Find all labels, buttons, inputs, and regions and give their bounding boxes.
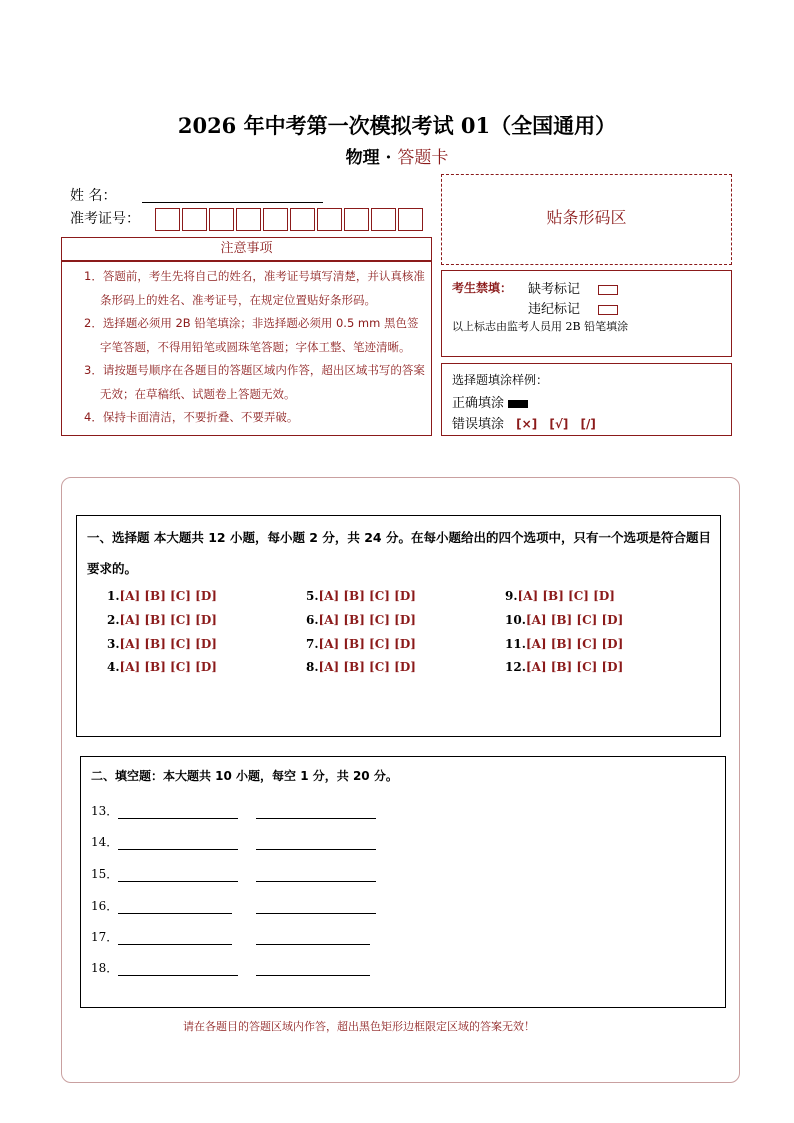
answer-area-warning: 请在各题目的答题区域内作答，超出黑色矩形边框限定区域的答案无效！ bbox=[183, 1020, 535, 1033]
blank-row bbox=[91, 959, 370, 976]
question-row[interactable] bbox=[306, 660, 416, 674]
correct-row bbox=[452, 392, 528, 411]
blank-row bbox=[91, 865, 376, 882]
question-number: 12. bbox=[505, 660, 526, 674]
notice-item: 3．请按题号顺序在各题目的答题区域内作答，超出区域书写的答案无效；在草稿纸、试题卷上答题无效。 bbox=[84, 363, 425, 401]
blank-answer-line[interactable] bbox=[256, 963, 370, 976]
blank-row bbox=[91, 897, 376, 914]
exam-id-cell[interactable] bbox=[344, 208, 369, 231]
notice-item: 1．答题前，考生先将自己的姓名，准考证号填写清楚，并认真核准条形码上的姓名、准考证号，在规定位置贴好条形码。 bbox=[84, 269, 425, 307]
question-number: 4. bbox=[107, 660, 120, 674]
notice-item: 4．保持卡面清洁，不要折叠、不要弄破。 bbox=[84, 410, 299, 424]
question-number: 11. bbox=[505, 637, 526, 651]
option-bubbles[interactable]: [A] [B] [C] [D] bbox=[318, 637, 416, 651]
question-number: 1. bbox=[107, 589, 120, 603]
wrong-mark-x: [×] bbox=[516, 417, 538, 431]
page-subtitle bbox=[0, 143, 794, 168]
exam-id-boxes bbox=[155, 208, 425, 231]
option-bubbles[interactable]: [A] [B] [C] [D] bbox=[119, 637, 217, 651]
answer-card-label: 答题卡 bbox=[397, 148, 449, 168]
option-bubbles[interactable]: [A] [B] [C] [D] bbox=[525, 613, 624, 627]
page-title: 2026 年中考第一次模拟考试 01（全国通用） bbox=[177, 113, 617, 138]
barcode-label: 贴条形码区 bbox=[546, 208, 627, 227]
name-label: 姓 名： bbox=[70, 188, 117, 204]
option-bubbles[interactable]: [A] [B] [C] [D] bbox=[525, 637, 624, 651]
correct-fill-label: 正确填涂 bbox=[452, 396, 505, 411]
question-row[interactable] bbox=[505, 660, 623, 674]
question-number: 10. bbox=[505, 613, 526, 627]
absent-mark-label: 缺考标记 bbox=[528, 282, 581, 297]
notice-item: 2．选择题必须用 2B 铅笔填涂；非选择题必须用 0.5 mm 黑色签字笔答题，不得用铅笔或圆珠笔答题；字体工整、笔迹清晰。 bbox=[84, 316, 419, 354]
blank-answer-line[interactable] bbox=[256, 901, 376, 914]
notice-title: 注意事项 bbox=[220, 241, 273, 256]
wrong-row bbox=[452, 413, 596, 432]
option-bubbles[interactable]: [A] [B] [C] [D] bbox=[119, 589, 217, 603]
question-row[interactable] bbox=[107, 637, 217, 651]
option-bubbles[interactable]: [A] [B] [C] [D] bbox=[517, 589, 615, 603]
absent-mark-box[interactable] bbox=[598, 285, 618, 295]
question-number: 8. bbox=[306, 660, 319, 674]
violation-mark-label: 违纪标记 bbox=[528, 302, 581, 317]
blank-number: 17． bbox=[91, 930, 119, 944]
option-bubbles[interactable]: [A] [B] [C] [D] bbox=[119, 613, 217, 627]
question-row[interactable] bbox=[306, 613, 416, 627]
wrong-mark-check: [√] bbox=[549, 417, 569, 431]
subject-label: 物理 bbox=[345, 148, 380, 168]
notice-panel bbox=[61, 261, 432, 436]
section-fill-blank bbox=[80, 756, 726, 1008]
blank-number: 16． bbox=[91, 899, 119, 913]
option-bubbles[interactable]: [A] [B] [C] [D] bbox=[119, 660, 217, 674]
question-row[interactable] bbox=[306, 589, 416, 603]
question-row[interactable] bbox=[505, 589, 615, 603]
exam-id-label: 准考证号： bbox=[70, 211, 140, 227]
question-number: 9. bbox=[505, 589, 518, 603]
exam-id-cell[interactable] bbox=[371, 208, 396, 231]
blank-answer-line[interactable] bbox=[118, 901, 232, 914]
blank-row bbox=[91, 802, 376, 819]
wrong-fill-label: 错误填涂 bbox=[452, 417, 505, 432]
section-choice-title: 一、选择题 本大题共 12 小题，每小题 2 分，共 24 分。在每小题给出的四个选项中，只有一个选项是符合题目要求的。 bbox=[87, 530, 711, 576]
exam-id-cell[interactable] bbox=[317, 208, 342, 231]
blank-row bbox=[91, 833, 376, 850]
exam-id-cell[interactable] bbox=[290, 208, 315, 231]
subtitle-separator: · bbox=[385, 148, 392, 168]
forbidden-panel bbox=[441, 270, 732, 357]
forbidden-label: 考生禁填： bbox=[452, 281, 513, 295]
violation-mark-box[interactable] bbox=[598, 305, 618, 315]
question-row[interactable] bbox=[107, 589, 217, 603]
exam-id-cell[interactable] bbox=[398, 208, 423, 231]
question-number: 2. bbox=[107, 613, 120, 627]
question-number: 3. bbox=[107, 637, 120, 651]
blank-answer-line[interactable] bbox=[256, 837, 376, 850]
name-field[interactable] bbox=[142, 188, 323, 203]
option-bubbles[interactable]: [A] [B] [C] [D] bbox=[318, 589, 416, 603]
sample-title: 选择题填涂样例： bbox=[452, 373, 549, 387]
blank-answer-line[interactable] bbox=[118, 932, 232, 945]
blank-number: 18． bbox=[91, 961, 119, 975]
blank-row bbox=[91, 928, 370, 945]
question-row[interactable] bbox=[107, 660, 217, 674]
question-row[interactable] bbox=[107, 613, 217, 627]
violation-row bbox=[528, 298, 618, 317]
wrong-mark-slash: [/] bbox=[580, 417, 596, 431]
option-bubbles[interactable]: [A] [B] [C] [D] bbox=[318, 613, 416, 627]
exam-id-cell[interactable] bbox=[209, 208, 234, 231]
blank-answer-line[interactable] bbox=[256, 869, 376, 882]
section-fill-title: 二、填空题：本大题共 10 小题，每空 1 分，共 20 分。 bbox=[91, 769, 398, 783]
blank-answer-line[interactable] bbox=[256, 806, 376, 819]
correct-fill-sample bbox=[508, 400, 528, 408]
exam-id-cell[interactable] bbox=[263, 208, 288, 231]
sample-panel bbox=[441, 363, 732, 436]
blank-answer-line[interactable] bbox=[118, 837, 238, 850]
absent-row bbox=[528, 278, 618, 297]
exam-id-cell[interactable] bbox=[236, 208, 261, 231]
question-number: 6. bbox=[306, 613, 319, 627]
question-row[interactable] bbox=[505, 613, 623, 627]
notice-header bbox=[61, 237, 432, 261]
blank-answer-line[interactable] bbox=[118, 963, 238, 976]
exam-id-cell[interactable] bbox=[155, 208, 180, 231]
blank-answer-line[interactable] bbox=[118, 806, 238, 819]
blank-number: 13． bbox=[91, 804, 119, 818]
blank-answer-line[interactable] bbox=[118, 869, 238, 882]
barcode-area bbox=[441, 174, 732, 265]
blank-answer-line[interactable] bbox=[256, 932, 370, 945]
question-number: 5. bbox=[306, 589, 319, 603]
blank-number: 14． bbox=[91, 835, 119, 849]
option-bubbles[interactable]: [A] [B] [C] [D] bbox=[525, 660, 624, 674]
section-choice bbox=[76, 515, 721, 737]
question-number: 7. bbox=[306, 637, 319, 651]
question-row[interactable] bbox=[306, 637, 416, 651]
blank-number: 15． bbox=[91, 867, 119, 881]
exam-id-cell[interactable] bbox=[182, 208, 207, 231]
forbidden-note: 以上标志由监考人员用 2B 铅笔填涂 bbox=[452, 320, 629, 333]
option-bubbles[interactable]: [A] [B] [C] [D] bbox=[318, 660, 416, 674]
question-row[interactable] bbox=[505, 637, 623, 651]
